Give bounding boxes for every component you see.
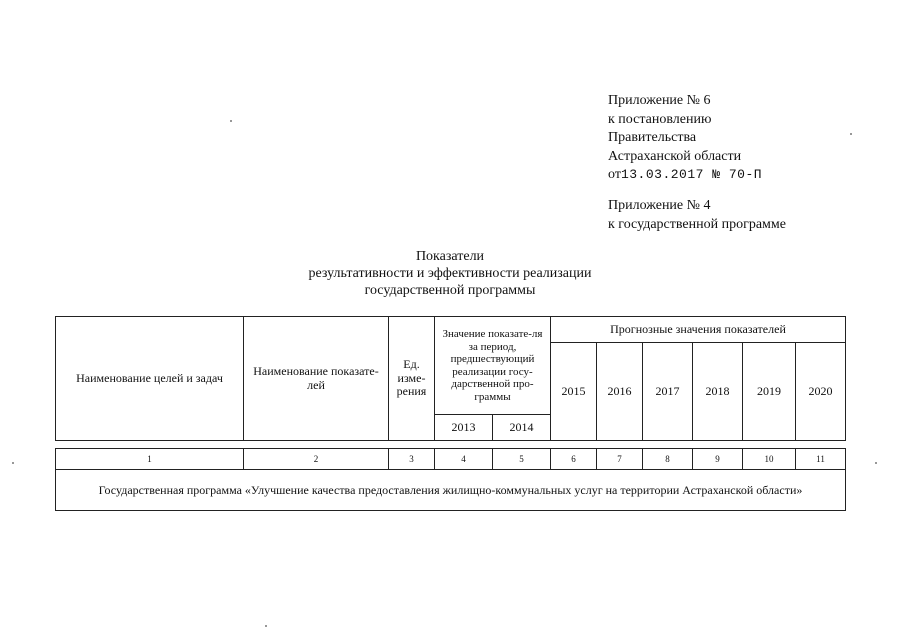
scan-speck [265, 625, 267, 627]
column-number: 5 [493, 449, 551, 470]
header-year-2013: 2013 [435, 415, 493, 441]
header-year-2017: 2017 [643, 343, 693, 441]
header-year-2016: 2016 [597, 343, 643, 441]
header-goals-and-tasks: Наименование целей и задач [56, 317, 244, 441]
column-number: 8 [643, 449, 693, 470]
header-unit: Ед. изме-рения [389, 317, 435, 441]
appendix-6-date [608, 166, 762, 185]
column-number: 4 [435, 449, 493, 470]
appendix-6-line-4: Астраханской области [608, 148, 742, 164]
title-line-1: Показатели [415, 249, 485, 264]
header-year-2018: 2018 [693, 343, 743, 441]
column-number: 9 [693, 449, 743, 470]
program-title-cell: Государственная программа «Улучшение качества предоставления жилищно-коммунальных услуг на территории Астраханской области» [56, 470, 846, 511]
header-year-2014: 2014 [493, 415, 551, 441]
header-forecast-values: Прогнозные значения показателей [551, 317, 846, 343]
header-previous-period: Значение показате-ля за период, предшествующий реализации госу-дарственной про-граммы [435, 317, 551, 415]
appendix-4-block [608, 197, 786, 234]
date-stamp: 13.03.2017 № 70-П [620, 167, 763, 182]
appendix-6-line-1: Приложение № 6 [608, 93, 711, 108]
appendix-6-block [608, 92, 762, 185]
appendix-6-line-2: к постановлению [608, 111, 712, 127]
column-number: 1 [56, 449, 244, 470]
scan-speck [230, 120, 232, 122]
header-year-2019: 2019 [743, 343, 796, 441]
indicators-header-table [55, 316, 846, 441]
appendix-4-line-2: к государственной программе [608, 216, 786, 232]
column-number: 2 [244, 449, 389, 470]
column-number-row [56, 449, 846, 470]
column-number: 10 [743, 449, 796, 470]
column-number: 6 [551, 449, 597, 470]
title-line-2: результативности и эффективности реализации [308, 266, 592, 281]
column-number: 11 [796, 449, 846, 470]
appendix-6-line-3: Правительства [608, 130, 697, 145]
date-prefix: от [608, 167, 621, 182]
document-title [150, 248, 750, 299]
scan-speck [875, 462, 877, 464]
header-year-2020: 2020 [796, 343, 846, 441]
column-number: 3 [389, 449, 435, 470]
header-year-2015: 2015 [551, 343, 597, 441]
scan-speck [850, 133, 852, 135]
program-row [56, 470, 846, 511]
header-indicator-name: Наименование показате-лей [244, 317, 389, 441]
appendix-4-line-1: Приложение № 4 [608, 198, 711, 213]
scan-speck [12, 462, 14, 464]
column-number: 7 [597, 449, 643, 470]
indicators-body-table [55, 448, 846, 511]
title-line-3: государственной программы [364, 283, 536, 298]
